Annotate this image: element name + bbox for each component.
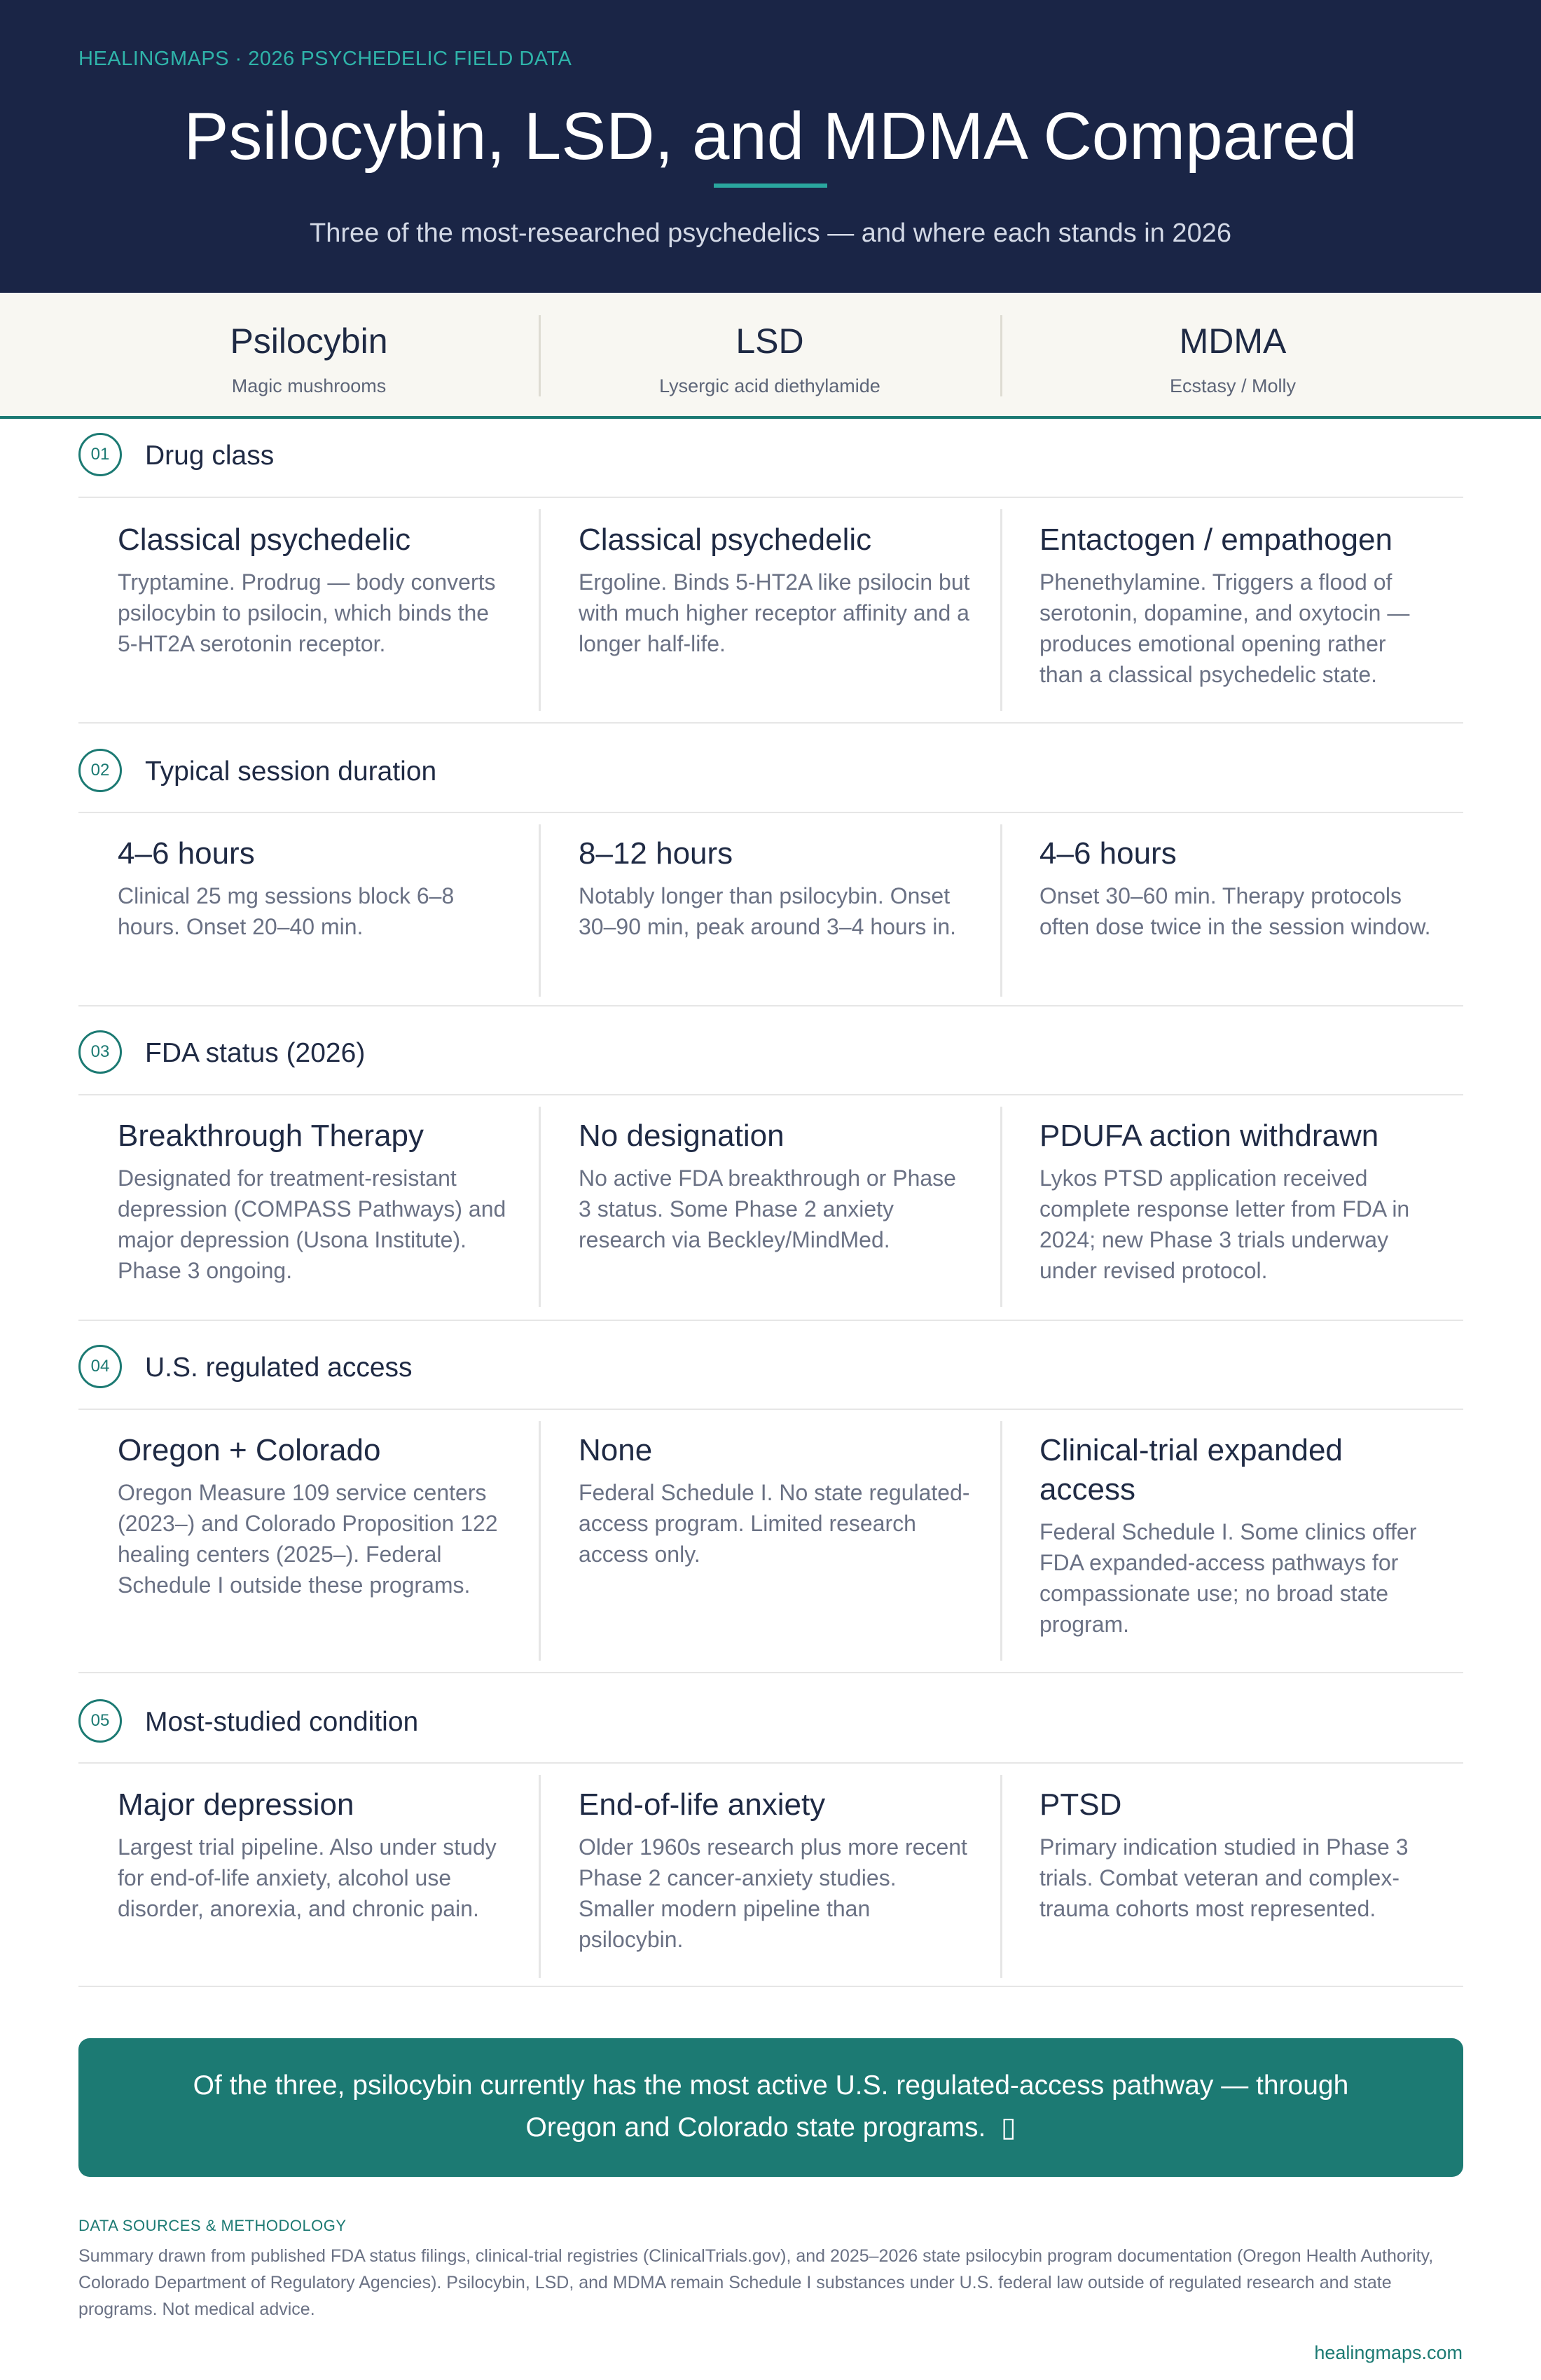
kicker: HEALINGMAPS · 2026 PSYCHEDELIC FIELD DATA bbox=[78, 48, 572, 70]
section-number-badge: 03 bbox=[78, 1030, 122, 1074]
cell-mdma bbox=[1039, 520, 1432, 690]
footer-link[interactable]: healingmaps.com bbox=[1314, 2342, 1463, 2363]
cell-body: Largest trial pipeline. Also under study for end-of-life anxiety, alcohol use disorder, anorexia, and chronic pain. bbox=[118, 1834, 497, 1921]
section-divider bbox=[78, 812, 1463, 813]
cell-body: Federal Schedule I. No state regulated-access program. Limited research access only. bbox=[579, 1480, 970, 1567]
cell-lsd bbox=[579, 834, 971, 942]
missing-glyph-icon: ▯ bbox=[1001, 2112, 1016, 2143]
column-divider bbox=[539, 1775, 541, 1978]
cell-lsd bbox=[579, 1785, 971, 1955]
column-header-lsd bbox=[539, 293, 1000, 416]
cell-heading: Major depression bbox=[118, 1787, 354, 1822]
section-most-studied-condition bbox=[0, 1684, 1541, 1990]
column-header-mdma bbox=[1002, 293, 1463, 416]
section-label: Typical session duration bbox=[145, 756, 437, 787]
cell-psilocybin bbox=[118, 1785, 510, 1924]
cell-heading: Oregon + Colorado bbox=[118, 1433, 381, 1467]
section-divider bbox=[78, 497, 1463, 498]
section-divider bbox=[78, 1672, 1463, 1673]
column-divider bbox=[1000, 1107, 1002, 1307]
cell-mdma bbox=[1039, 1431, 1432, 1640]
cell-heading: Breakthrough Therapy bbox=[118, 1119, 424, 1153]
cell-body: Federal Schedule I. Some clinics offer FDA expanded-access pathways for compassionate use; no broad state program. bbox=[1039, 1519, 1417, 1637]
cell-heading: 8–12 hours bbox=[579, 836, 733, 871]
cell-body: Tryptamine. Prodrug — body converts psilocybin to psilocin, which binds the 5-HT2A serotonin receptor. bbox=[118, 569, 496, 656]
cell-heading: Classical psychedelic bbox=[579, 523, 872, 557]
cell-lsd bbox=[579, 1116, 971, 1255]
column-name: LSD bbox=[735, 321, 804, 361]
section-divider bbox=[78, 722, 1463, 724]
column-divider bbox=[539, 1107, 541, 1307]
cell-heading: 4–6 hours bbox=[118, 836, 255, 871]
section-drug-class bbox=[0, 420, 1541, 724]
cell-body: No active FDA breakthrough or Phase 3 status. Some Phase 2 anxiety research via Beckley/MindMed. bbox=[579, 1165, 956, 1252]
sources-body: Summary drawn from published FDA status filings, clinical-trial registries (ClinicalTrials.gov), and 2025–2026 state psilocybin program documentation (Oregon Health Authority, Colorado Department of Regulatory Agencies). Psilocybin, LSD, and MDMA remain Schedule I substances under U.S. federal law outside of regulated research and state programs. Not medical advice. bbox=[78, 2246, 1434, 2319]
section-divider bbox=[78, 1005, 1463, 1006]
section-session-duration bbox=[0, 734, 1541, 1004]
cell-body: Primary indication studied in Phase 3 trials. Combat veteran and complex-trauma cohorts most represented. bbox=[1039, 1834, 1409, 1921]
section-label: U.S. regulated access bbox=[145, 1352, 413, 1383]
section-label: FDA status (2026) bbox=[145, 1038, 366, 1068]
section-divider bbox=[78, 1094, 1463, 1095]
hero-banner bbox=[0, 0, 1541, 293]
cell-heading: None bbox=[579, 1433, 653, 1467]
cell-body: Notably longer than psilocybin. Onset 30–90 min, peak around 3–4 hours in. bbox=[579, 883, 957, 939]
section-divider bbox=[78, 1320, 1463, 1321]
column-headers bbox=[0, 293, 1541, 419]
section-fda-status bbox=[0, 1017, 1541, 1321]
cell-lsd bbox=[579, 520, 971, 659]
cell-heading: End-of-life anxiety bbox=[579, 1787, 826, 1822]
page-subtitle: Three of the most-researched psychedelics — and where each stands in 2026 bbox=[310, 219, 1231, 248]
title-underline bbox=[714, 184, 827, 188]
column-alias: Magic mushrooms bbox=[231, 375, 387, 396]
column-name: MDMA bbox=[1179, 321, 1287, 361]
page-title: Psilocybin, LSD, and MDMA Compared bbox=[184, 99, 1357, 174]
cell-body: Designated for treatment-resistant depression (COMPASS Pathways) and major depression (Usona Institute). Phase 3 ongoing. bbox=[118, 1165, 506, 1283]
section-number-badge: 04 bbox=[78, 1345, 122, 1388]
section-label: Drug class bbox=[145, 441, 275, 471]
column-header-psilocybin bbox=[78, 293, 539, 416]
cell-psilocybin bbox=[118, 1116, 510, 1286]
section-divider bbox=[78, 1409, 1463, 1410]
column-alias: Ecstasy / Molly bbox=[1169, 375, 1297, 396]
cell-heading: PDUFA action withdrawn bbox=[1039, 1119, 1379, 1153]
section-number-badge: 01 bbox=[78, 433, 122, 476]
section-divider bbox=[78, 1762, 1463, 1764]
cell-heading: No designation bbox=[579, 1119, 785, 1153]
section-label: Most-studied condition bbox=[145, 1707, 419, 1737]
cell-body: Ergoline. Binds 5-HT2A like psilocin but with much higher receptor affinity and a longer half-life. bbox=[579, 569, 970, 656]
column-divider bbox=[539, 824, 541, 997]
column-divider bbox=[1000, 1775, 1002, 1978]
cell-mdma bbox=[1039, 1116, 1432, 1286]
column-alias: Lysergic acid diethylamide bbox=[659, 375, 880, 396]
column-divider bbox=[539, 509, 541, 711]
cell-heading: Classical psychedelic bbox=[118, 523, 411, 557]
column-divider bbox=[539, 1421, 541, 1661]
cell-body: Clinical 25 mg sessions block 6–8 hours. Onset 20–40 min. bbox=[118, 883, 455, 939]
cell-heading: PTSD bbox=[1039, 1787, 1122, 1822]
cell-body: Onset 30–60 min. Therapy protocols often dose twice in the session window. bbox=[1039, 883, 1431, 939]
cell-heading: 4–6 hours bbox=[1039, 836, 1177, 871]
section-regulated-access bbox=[0, 1331, 1541, 1673]
cell-body: Oregon Measure 109 service centers (2023–) and Colorado Proposition 122 healing centers (2025–). Federal Schedule I outside these programs. bbox=[118, 1480, 498, 1598]
cell-mdma bbox=[1039, 1785, 1432, 1924]
column-divider bbox=[1000, 1421, 1002, 1661]
column-name: Psilocybin bbox=[230, 321, 388, 361]
cell-psilocybin bbox=[118, 520, 510, 659]
sources-heading: DATA SOURCES & METHODOLOGY bbox=[78, 2217, 347, 2234]
key-takeaway-callout bbox=[78, 2038, 1463, 2177]
section-number-badge: 05 bbox=[78, 1699, 122, 1743]
cell-body: Lykos PTSD application received complete response letter from FDA in 2024; new Phase 3 trials underway under revised protocol. bbox=[1039, 1165, 1410, 1283]
section-divider bbox=[78, 1986, 1463, 1987]
column-divider bbox=[1000, 509, 1002, 711]
cell-psilocybin bbox=[118, 834, 510, 942]
cell-heading: Clinical-trial expanded access bbox=[1039, 1433, 1343, 1507]
callout-text: Of the three, psilocybin currently has the most active U.S. regulated-access pathway — through Oregon and Colorado state programs. bbox=[193, 2070, 1349, 2143]
cell-mdma bbox=[1039, 834, 1432, 942]
cell-body: Older 1960s research plus more recent Phase 2 cancer-anxiety studies. Smaller modern pipeline than psilocybin. bbox=[579, 1834, 967, 1952]
cell-psilocybin bbox=[118, 1431, 510, 1600]
cell-heading: Entactogen / empathogen bbox=[1039, 523, 1393, 557]
cell-body: Phenethylamine. Triggers a flood of serotonin, dopamine, and oxytocin — produces emotional opening rather than a classical psychedelic state. bbox=[1039, 569, 1410, 687]
column-divider bbox=[1000, 824, 1002, 997]
cell-lsd bbox=[579, 1431, 971, 1570]
section-number-badge: 02 bbox=[78, 749, 122, 792]
